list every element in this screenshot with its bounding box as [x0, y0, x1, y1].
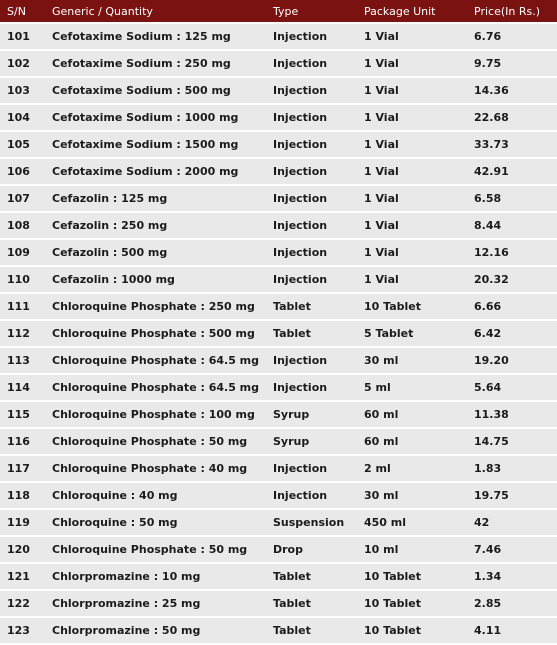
table-row — [0, 78, 557, 103]
cell-generic-quantity: Chloroquine Phosphate : 500 mg — [45, 321, 266, 346]
table-row — [0, 267, 557, 292]
cell-generic-quantity: Cefazolin : 500 mg — [45, 240, 266, 265]
cell-price: 19.75 — [467, 483, 557, 508]
cell-package-unit: 10 Tablet — [357, 294, 467, 319]
cell-package-unit: 1 Vial — [357, 51, 467, 76]
table-header-row — [0, 0, 557, 22]
cell-price: 20.32 — [467, 267, 557, 292]
cell-generic-quantity: Cefotaxime Sodium : 250 mg — [45, 51, 266, 76]
cell-generic-quantity: Cefazolin : 250 mg — [45, 213, 266, 238]
table-row — [0, 240, 557, 265]
cell-price: 2.85 — [467, 591, 557, 616]
cell-type: Injection — [266, 186, 357, 211]
table-row — [0, 213, 557, 238]
cell-package-unit: 1 Vial — [357, 213, 467, 238]
table-row — [0, 618, 557, 643]
cell-package-unit: 5 Tablet — [357, 321, 467, 346]
cell-sn: 115 — [0, 402, 45, 427]
table-row — [0, 294, 557, 319]
cell-generic-quantity: Chloroquine Phosphate : 64.5 mg — [45, 375, 266, 400]
cell-package-unit: 10 Tablet — [357, 591, 467, 616]
cell-type: Injection — [266, 267, 357, 292]
table-row — [0, 402, 557, 427]
cell-type: Tablet — [266, 591, 357, 616]
header-generic-quantity: Generic / Quantity — [45, 0, 266, 22]
table-body — [0, 24, 557, 643]
cell-generic-quantity: Chloroquine Phosphate : 50 mg — [45, 429, 266, 454]
cell-package-unit: 1 Vial — [357, 267, 467, 292]
header-package-unit: Package Unit — [357, 0, 467, 22]
cell-type: Injection — [266, 24, 357, 49]
cell-type: Tablet — [266, 564, 357, 589]
cell-package-unit: 1 Vial — [357, 186, 467, 211]
cell-sn: 122 — [0, 591, 45, 616]
cell-generic-quantity: Chloroquine Phosphate : 40 mg — [45, 456, 266, 481]
cell-generic-quantity: Cefotaxime Sodium : 1500 mg — [45, 132, 266, 157]
cell-type: Injection — [266, 132, 357, 157]
cell-type: Drop — [266, 537, 357, 562]
cell-generic-quantity: Chloroquine Phosphate : 100 mg — [45, 402, 266, 427]
cell-generic-quantity: Chloroquine Phosphate : 50 mg — [45, 537, 266, 562]
cell-sn: 102 — [0, 51, 45, 76]
table-row — [0, 564, 557, 589]
cell-price: 5.64 — [467, 375, 557, 400]
table-row — [0, 591, 557, 616]
cell-price: 42 — [467, 510, 557, 535]
cell-price: 6.76 — [467, 24, 557, 49]
cell-price: 4.11 — [467, 618, 557, 643]
table-row — [0, 375, 557, 400]
cell-price: 8.44 — [467, 213, 557, 238]
cell-generic-quantity: Chlorpromazine : 25 mg — [45, 591, 266, 616]
table-row — [0, 483, 557, 508]
table-row — [0, 456, 557, 481]
cell-price: 42.91 — [467, 159, 557, 184]
cell-type: Tablet — [266, 618, 357, 643]
cell-package-unit: 1 Vial — [357, 159, 467, 184]
cell-type: Syrup — [266, 429, 357, 454]
cell-type: Tablet — [266, 321, 357, 346]
cell-package-unit: 1 Vial — [357, 24, 467, 49]
cell-generic-quantity: Chloroquine Phosphate : 250 mg — [45, 294, 266, 319]
cell-generic-quantity: Cefazolin : 1000 mg — [45, 267, 266, 292]
cell-package-unit: 60 ml — [357, 429, 467, 454]
cell-type: Injection — [266, 348, 357, 373]
cell-package-unit: 5 ml — [357, 375, 467, 400]
cell-price: 14.75 — [467, 429, 557, 454]
cell-sn: 120 — [0, 537, 45, 562]
cell-sn: 114 — [0, 375, 45, 400]
cell-sn: 123 — [0, 618, 45, 643]
cell-generic-quantity: Chloroquine : 40 mg — [45, 483, 266, 508]
cell-package-unit: 1 Vial — [357, 105, 467, 130]
cell-package-unit: 2 ml — [357, 456, 467, 481]
table-row — [0, 537, 557, 562]
cell-price: 6.58 — [467, 186, 557, 211]
cell-sn: 116 — [0, 429, 45, 454]
cell-sn: 109 — [0, 240, 45, 265]
cell-type: Injection — [266, 159, 357, 184]
table-row — [0, 321, 557, 346]
cell-package-unit: 10 ml — [357, 537, 467, 562]
cell-type: Syrup — [266, 402, 357, 427]
cell-price: 6.42 — [467, 321, 557, 346]
header-price: Price(In Rs.) — [467, 0, 557, 22]
cell-package-unit: 1 Vial — [357, 132, 467, 157]
cell-generic-quantity: Chloroquine : 50 mg — [45, 510, 266, 535]
cell-sn: 111 — [0, 294, 45, 319]
cell-generic-quantity: Cefotaxime Sodium : 125 mg — [45, 24, 266, 49]
cell-price: 6.66 — [467, 294, 557, 319]
cell-type: Injection — [266, 456, 357, 481]
cell-price: 11.38 — [467, 402, 557, 427]
cell-price: 7.46 — [467, 537, 557, 562]
cell-sn: 107 — [0, 186, 45, 211]
cell-package-unit: 450 ml — [357, 510, 467, 535]
cell-type: Injection — [266, 105, 357, 130]
cell-generic-quantity: Cefotaxime Sodium : 2000 mg — [45, 159, 266, 184]
table-row — [0, 105, 557, 130]
cell-sn: 101 — [0, 24, 45, 49]
header-type: Type — [266, 0, 357, 22]
table-row — [0, 159, 557, 184]
cell-sn: 119 — [0, 510, 45, 535]
cell-sn: 112 — [0, 321, 45, 346]
cell-package-unit: 1 Vial — [357, 78, 467, 103]
cell-generic-quantity: Cefotaxime Sodium : 500 mg — [45, 78, 266, 103]
header-sn: S/N — [0, 0, 45, 22]
cell-package-unit: 30 ml — [357, 483, 467, 508]
cell-price: 14.36 — [467, 78, 557, 103]
table-row — [0, 186, 557, 211]
table-row — [0, 24, 557, 49]
table-row — [0, 510, 557, 535]
cell-price: 12.16 — [467, 240, 557, 265]
cell-package-unit: 10 Tablet — [357, 618, 467, 643]
table-row — [0, 348, 557, 373]
cell-type: Suspension — [266, 510, 357, 535]
cell-type: Injection — [266, 240, 357, 265]
cell-generic-quantity: Chloroquine Phosphate : 64.5 mg — [45, 348, 266, 373]
cell-price: 9.75 — [467, 51, 557, 76]
cell-type: Injection — [266, 78, 357, 103]
cell-sn: 108 — [0, 213, 45, 238]
cell-sn: 118 — [0, 483, 45, 508]
cell-sn: 117 — [0, 456, 45, 481]
cell-price: 1.34 — [467, 564, 557, 589]
cell-type: Injection — [266, 213, 357, 238]
cell-type: Injection — [266, 51, 357, 76]
cell-generic-quantity: Chlorpromazine : 50 mg — [45, 618, 266, 643]
cell-sn: 105 — [0, 132, 45, 157]
cell-package-unit: 30 ml — [357, 348, 467, 373]
cell-package-unit: 10 Tablet — [357, 564, 467, 589]
cell-sn: 121 — [0, 564, 45, 589]
cell-price: 22.68 — [467, 105, 557, 130]
cell-price: 1.83 — [467, 456, 557, 481]
cell-package-unit: 60 ml — [357, 402, 467, 427]
cell-type: Injection — [266, 483, 357, 508]
cell-price: 19.20 — [467, 348, 557, 373]
cell-sn: 103 — [0, 78, 45, 103]
cell-generic-quantity: Cefazolin : 125 mg — [45, 186, 266, 211]
cell-sn: 106 — [0, 159, 45, 184]
cell-sn: 104 — [0, 105, 45, 130]
cell-type: Tablet — [266, 294, 357, 319]
table-row — [0, 429, 557, 454]
cell-price: 33.73 — [467, 132, 557, 157]
cell-package-unit: 1 Vial — [357, 240, 467, 265]
cell-sn: 110 — [0, 267, 45, 292]
cell-type: Injection — [266, 375, 357, 400]
cell-generic-quantity: Cefotaxime Sodium : 1000 mg — [45, 105, 266, 130]
cell-sn: 113 — [0, 348, 45, 373]
cell-generic-quantity: Chlorpromazine : 10 mg — [45, 564, 266, 589]
table-row — [0, 132, 557, 157]
table-row — [0, 51, 557, 76]
